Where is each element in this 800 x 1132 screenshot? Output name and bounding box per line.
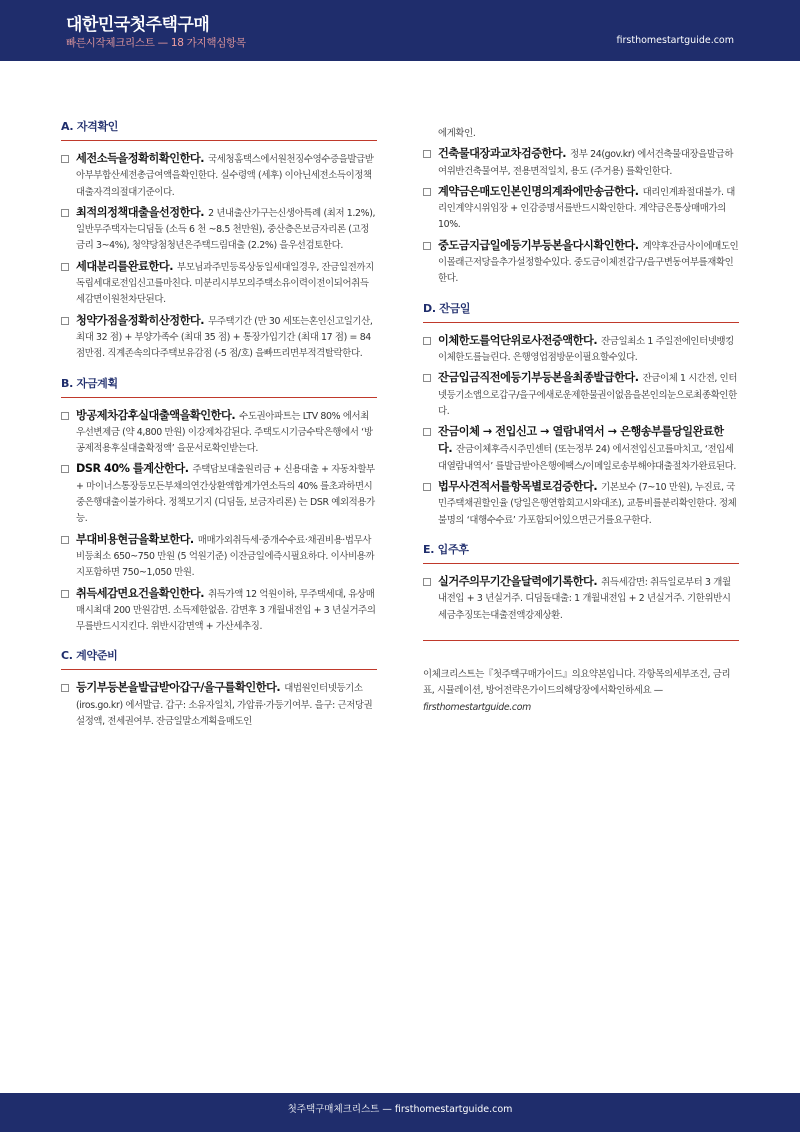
- item-lead: 세대분리를완료한다.: [76, 259, 174, 273]
- checklist-item: [61, 151, 377, 201]
- item-body: 수도권아파트는 LTV 80% 에서최우선변제금 (약 4,800 만원) 이강제차감된다. 주택도시기금수탁은행에서 ‘방공제적용후실대출확정액’ 을문서로확인받는다.: [76, 410, 373, 455]
- checklist-item: [423, 238, 739, 288]
- checkbox[interactable]: [61, 536, 69, 544]
- item-body: 매매가외취득세·중개수수료·채권비용·법무사비등최소 650~750 만원 (5 억원기준) 이잔금일에즉시필요하다. 이사비용까지포함하면 750~1,050 만원.: [76, 534, 375, 579]
- page-footer: 첫주택구매체크리스트 — firsthomestartguide.com: [0, 1093, 800, 1132]
- checkbox[interactable]: [61, 590, 69, 598]
- checklist-item: [423, 424, 739, 475]
- checklist-item: [61, 408, 377, 458]
- checkbox[interactable]: [423, 578, 431, 586]
- checklist-item: [423, 479, 739, 529]
- checkbox[interactable]: [423, 483, 431, 491]
- item-body: 대리인계좌절대불가. 대리인계약시위임장 + 인감증명서를반드시확인한다. 계약금은통상매매가의 10%.: [438, 186, 735, 231]
- item-body: 주택담보대출원리금 + 신용대출 + 자동차할부 + 마이너스통장등모든부채의연간상환액합계가연소득의 40% 를초과하면시중은행대출이불가하다. 정책모기지 (디딤돌, 보금자리론) 는 DSR 예외적용가능.: [76, 464, 375, 525]
- checklist-item: [61, 680, 377, 730]
- item-lead: 세전소득을정확히확인한다.: [76, 152, 205, 165]
- page-header: [0, 0, 800, 61]
- checklist-item: [61, 461, 377, 527]
- page-subtitle: 빠른시작체크리스트 — 18 가지핵심항목: [66, 37, 246, 49]
- item-lead: 잔금입금직전에등기부등본을최종발급한다.: [438, 371, 639, 385]
- item-body: 잔금이체 1 시간전, 인터넷등기소앱으로갑구/을구에새로운제한물권이없음을본인의눈으로최종확인한다.: [438, 373, 738, 417]
- checklist-item: [423, 370, 739, 420]
- right-column: [423, 126, 739, 716]
- item-lead: 등기부등본을발급받아갑구/을구를확인한다.: [76, 681, 281, 695]
- checklist-item: [423, 184, 739, 234]
- checkbox[interactable]: [423, 428, 431, 436]
- checkbox[interactable]: [61, 412, 69, 420]
- checkbox[interactable]: [423, 242, 431, 250]
- checklist-item: [61, 532, 377, 582]
- checklist-item: [61, 586, 377, 636]
- checkbox[interactable]: [423, 337, 431, 345]
- checkbox[interactable]: [61, 209, 69, 217]
- checklist-item: [423, 146, 739, 180]
- checklist-item: [423, 574, 739, 624]
- item-lead: 실거주의무기간을달력에기록한다.: [438, 574, 598, 588]
- checkbox[interactable]: [61, 465, 69, 473]
- item-body: 잔금이체후즉시주민센터 (또는정부 24) 에서전입신고를마치고, ‘전입세대열람내역서’ 를발급받아은행에팩스/이메일로송부해야대출절차가완료된다.: [438, 444, 737, 472]
- item-body: 무주택기간 (만 30 세또는혼인신고일기산, 최대 32 점) + 부양가족수 (최대 35 점) + 통장가입기간 (최대 17 점) = 84 점만점. 직계존속의다주택보유감점 (-5 점/호) 을빠뜨리면부적격탈락한다.: [76, 315, 373, 360]
- item-lead: DSR 40% 를계산한다.: [76, 462, 189, 476]
- section-title: A. 자격확인: [61, 118, 377, 141]
- item-body: 부모님과주민등록상동일세대일경우, 잔금일전까지독립세대로전입신고를마친다. 미분리시부모의주택소유이력이전이되어취득세감면이원천차단된다.: [76, 261, 374, 306]
- checkbox[interactable]: [61, 684, 69, 692]
- section-a: [61, 118, 377, 363]
- item-body: 대법원인터넷등기소 (iros.go.kr) 에서발급. 갑구: 소유자일치, 가압류·가등기여부. 을구: 근저당권설정액, 전세권여부. 잔금일말소계획을매도인: [76, 683, 373, 728]
- section-b: [61, 375, 377, 636]
- note-site-link[interactable]: firsthomestartguide.com: [423, 701, 531, 713]
- item-lead: 잔금이체 → 전입신고 → 열람내역서 → 은행송부를당일완료한다.: [438, 425, 724, 456]
- section-title: E. 입주후: [423, 541, 739, 564]
- section-e: [423, 541, 739, 624]
- section-c: [61, 647, 377, 730]
- left-column: [61, 118, 377, 742]
- checkbox[interactable]: [61, 155, 69, 163]
- item-body: 계약후잔금사이에매도인이몰래근저당을추가설정할수있다. 중도금이체전갑구/을구변동여부를재확인한다.: [438, 240, 739, 285]
- item-body: 취득가액 12 억원이하, 무주택세대, 유상매매시최대 200 만원감면. 소득제한없음. 감면후 3 개월내전입 + 3 년실거주의무를반드시지킨다. 위반시감면액 + 가산세추징.: [76, 588, 376, 633]
- item-body: 국세청홈택스에서원천징수영수증을발급받아부부합산세전총급여액을확인한다. 실수령액 (세후) 이아닌세전소득이정책대출자격의절대기준이다.: [76, 154, 374, 198]
- item-lead: 법무사견적서를항목별로검증한다.: [438, 480, 598, 494]
- checkbox[interactable]: [61, 317, 69, 325]
- section-c-continued: [423, 146, 739, 287]
- item-body: 2 년내출산가구는신생아특례 (최저 1.2%), 일반무주택자는디딤돌 (소득 6 천 ~8.5 천만원), 중산층은보금자리론 (고정금리 3~4%), 청약당첨청년은주택드림대출 (2.2%) 을우선검토한다.: [76, 207, 376, 252]
- page-title: 대한민국첫주택구매: [66, 15, 210, 35]
- section-title: B. 자금계획: [61, 375, 377, 398]
- item-lead: 이체한도를억단위로사전증액한다.: [438, 333, 598, 347]
- checkbox[interactable]: [61, 263, 69, 271]
- item-lead: 청약가점을정확히산정한다.: [76, 313, 205, 327]
- section-d: [423, 300, 739, 529]
- section-title: C. 계약준비: [61, 647, 377, 670]
- item-body: 정부 24(gov.kr) 에서건축물대장을발급하여위반건축물여부, 전용면적일치, 용도 (주거용) 를확인한다.: [438, 149, 734, 177]
- checklist-item: [61, 205, 377, 255]
- checklist-item: [423, 333, 739, 367]
- item-lead: 방공제차감후실대출액을확인한다.: [76, 408, 236, 422]
- item-lead: 취득세감면요건을확인한다.: [76, 586, 205, 600]
- header-site-link[interactable]: firsthomestartguide.com: [616, 35, 734, 46]
- item-body: 취득세감면: 취득일로부터 3 개월내전입 + 3 년실거주. 디딤돌대출: 1 개월내전입 + 2 년실거주. 기한위반시세금추징또는대출전액강제상환.: [438, 576, 731, 621]
- checkbox[interactable]: [423, 188, 431, 196]
- checkbox[interactable]: [423, 150, 431, 158]
- closing-note: [423, 667, 739, 717]
- item-lead: 부대비용현금을확보한다.: [76, 532, 194, 546]
- divider: [423, 640, 739, 641]
- checklist-item: [61, 259, 377, 309]
- checklist-item: [61, 313, 377, 363]
- item-lead: 건축물대장과교차검증한다.: [438, 147, 567, 161]
- section-title: D. 잔금일: [423, 300, 739, 323]
- note-text: 이체크리스트는『첫주택구매가이드』의요약본입니다. 각항목의세부조건, 금리표, 시뮬레이션, 방어전략은가이드의해당장에서확인하세요 —: [423, 668, 731, 697]
- item-lead: 최적의정책대출을선정한다.: [76, 205, 205, 219]
- item-continuation: 에게확인.: [438, 128, 476, 139]
- item-body: 기본보수 (7~10 만원), 누진료, 국민주택채권할인율 (당일은행연합회고시와대조), 교통비를분리확인한다. 정체불명의 ‘대행수수료’ 가포함되어있으면근거를요구한다.: [438, 482, 737, 526]
- item-lead: 중도금지급일에등기부등본을다시확인한다.: [438, 238, 639, 252]
- item-body: 잔금일최소 1 주일전에인터넷뱅킹이체한도를늘린다. 은행영업점방문이필요할수있다.: [438, 335, 734, 363]
- item-lead: 계약금은매도인본인명의계좌에만송금한다.: [438, 184, 639, 198]
- checkbox[interactable]: [423, 374, 431, 382]
